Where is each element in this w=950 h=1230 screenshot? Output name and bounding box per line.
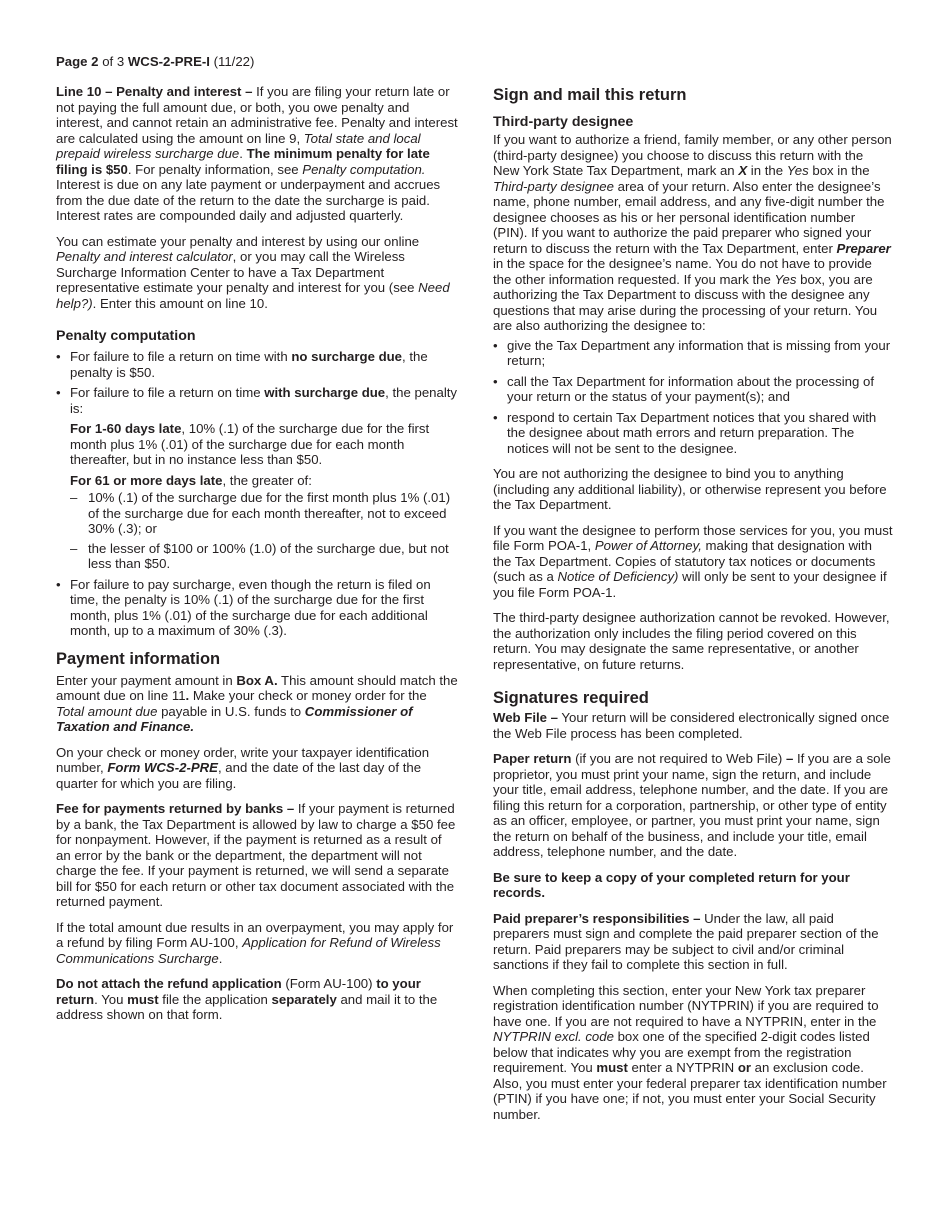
left-column	[56, 84, 458, 1033]
paper-return-paragraph: Paper return (if you are not required to Web File) – If you are a sole proprietor, you must print your name, sign the return, and include your title, email address, telephone number, and the date. If you are filing this return for a corporation, partnership, or other type of entity as an officer, employee, or partner, you must print your name, sign the return on behalf of the business, and include your title, email address, telephone number, and the date.	[493, 751, 891, 859]
signatures-required-heading: Signatures required	[493, 689, 649, 707]
penalty-61-plus: For 61 or more days late, the greater of:	[70, 472, 312, 488]
form-date: (11/22)	[209, 54, 255, 69]
penalty-list	[56, 349, 458, 639]
check-paragraph: On your check or money order, write your taxpayer identification number, Form WCS-2-PRE, and the date of the last day of the quarter for which you are filing.	[56, 744, 430, 791]
fee-paragraph: Fee for payments returned by banks – If your payment is returned by a bank, the Tax Department is allowed by law to charge a $50 fee for nonpayment. However, if the payment is returned as a result of an error by the bank or the department, the department will not charge the fee. If your payment is returned, we will send a separate bill for $50 for each return or other tax document associated with the returned payment.	[56, 801, 456, 909]
revoke-paragraph: The third-party designee authorization cannot be revoked. However, the authorization only includes the filing period covered on this return. You may designate the same representative, or another representative, on future returns.	[493, 610, 890, 672]
list-item: • call the Tax Department for information about the processing of your return or the status of your payment(s); and	[493, 374, 893, 405]
payment-information-heading: Payment information	[56, 649, 221, 668]
not-authorizing-paragraph: You are not authorizing the designee to bind you to anything (including any additional liability), or otherwise represent you before the Tax Department.	[493, 466, 887, 512]
third-party-paragraph: If you want to authorize a friend, family member, or any other person (third-party designee) you choose to discuss this return with the New York State Tax Department, mark an X in the Yes box in the Third-party designee area of your return. Also enter the designee’s name, phone number, email address, and any five-digit number the designee chooses as his or her personal identification number (PIN). If you want to authorize the paid preparer who signed your return to discuss the return with the Tax Department, enter Preparer in the space for the designee’s name. You do not have to provide the other information requested. If you mark the Yes box, you are authorizing the Tax Department to discuss with the designee any questions that may arise during the processing of your return. You are also authorizing the designee to:	[493, 132, 892, 333]
refund-application-paragraph: Do not attach the refund application (Form AU-100) to your return. You must file the application separately and mail it to the address shown on that form.	[56, 976, 438, 1022]
penalty-computation-heading: Penalty computation	[56, 328, 196, 344]
page-number: Page 2	[56, 54, 99, 69]
list-item: – the lesser of $100 or 100% (1.0) of the surcharge due, but not less than $50.	[70, 541, 458, 572]
keep-copy-paragraph: Be sure to keep a copy of your completed return for your records.	[493, 869, 850, 900]
designee-authority-list	[493, 338, 893, 457]
right-column	[493, 85, 893, 1132]
paid-preparer-paragraph: Paid preparer’s responsibilities – Under the law, all paid preparers must sign and complete the paid preparer section of the return. Paid preparers may be subject to civil and/or criminal sanctions if they fail to complete this section in full.	[493, 910, 879, 972]
web-file-paragraph: Web File – Your return will be considered electronically signed once the Web File process has been completed.	[493, 710, 890, 741]
page-total: of 3	[98, 54, 128, 69]
list-item: • For failure to pay surcharge, even though the return is filed on time, the penalty is 10% (.1) of the surcharge due for the first month, plus 1% (.01) of the surcharge due for each additional month, up to a maximum of 30% (.3).	[56, 577, 458, 639]
list-item: • give the Tax Department any information that is missing from your return;	[493, 338, 893, 369]
poa-paragraph: If you want the designee to perform those services for you, you must file Form POA-1, Power of Attorney, making that designation with the Tax Department. Copies of statutory tax notices or documents (such as a Notice of Deficiency) will only be sent to your designee if you file Form POA-1.	[493, 522, 893, 600]
overpayment-paragraph: If the total amount due results in an overpayment, you may apply for a refund by filing Form AU-100, Application for Refund of Wireless Communications Surcharge.	[56, 919, 454, 966]
form-id: WCS-2-PRE-I	[127, 54, 210, 69]
payment-paragraph: Enter your payment amount in Box A. This amount should match the amount due on line 11. Make your check or money order for the Total amount due payable in U.S. funds to Commissioner of Taxation and Finance.	[56, 672, 458, 734]
line10-paragraph: Line 10 – Penalty and interest – If you are filing your return late or not paying the full amount due, or both, you owe penalty and interest, and cannot retain an administrative fee. Penalty and interest are calculated using the amount on line 9, Total state and local prepaid wireless surcharge due. The minimum penalty for late filing is $50. For penalty information, see Penalty computation. Interest is due on any late payment or underpayment and accrues from the due date of the return to the date the surcharge is paid. Interest rates are compounded daily and adjusted quarterly.	[56, 84, 458, 223]
page-header	[56, 53, 254, 70]
penalty-1-60: For 1-60 days late, 10% (.1) of the surcharge due for the first month plus 1% (.01) of the surcharge due for each month thereafter, but in no instance less than $50.	[70, 421, 430, 467]
list-item: – 10% (.1) of the surcharge due for the first month plus 1% (.01) of the surcharge due for each month thereafter, not to exceed 30% (.3); or	[70, 490, 458, 537]
list-item: • respond to certain Tax Department notices that you shared with the designee about math errors and return preparation. The notices will not be sent to the designee.	[493, 410, 893, 457]
nytprin-paragraph: When completing this section, enter your New York tax preparer registration identification number (NYTPRIN) if you are required to have one. If you are not required to have a NYTPRIN, enter in the NYTPRIN excl. code box one of the specified 2-digit codes listed below that indicates why you are exempt from the registration requirement. You must enter a NYTPRIN or an exclusion code. Also, you must enter your federal preparer tax identification number (PTIN) if you have one; if not, you must enter your Social Security number.	[493, 982, 887, 1122]
third-party-designee-heading: Third-party designee	[493, 114, 634, 130]
sign-and-mail-heading: Sign and mail this return	[493, 86, 687, 104]
list-item: • For failure to file a return on time with surcharge due, the penalty is: For 1-60 days late, 10% (.1) of the surcharge due for the first month plus 1% (.01) of the surcharge due for each month thereafter, but in no instance less than $50. For 61 or more days late, the greater of: – 10% (.1) of the surcharge due for the first month plus 1% (.01) of the surcharge due for each month thereafter, not to exceed 30% (.3); or – the lesser of $100 or 100% (1.0) of the surcharge due, but not less than $50.	[56, 385, 458, 572]
list-item: • For failure to file a return on time with no surcharge due, the penalty is $50.	[56, 349, 458, 380]
estimate-paragraph: You can estimate your penalty and interest by using our online Penalty and interest calculator, or you may call the Wireless Surcharge Information Center to have a Tax Department representative estimate your penalty and interest for you (see Need help?). Enter this amount on line 10.	[56, 233, 450, 311]
penalty-61-options	[70, 490, 458, 572]
